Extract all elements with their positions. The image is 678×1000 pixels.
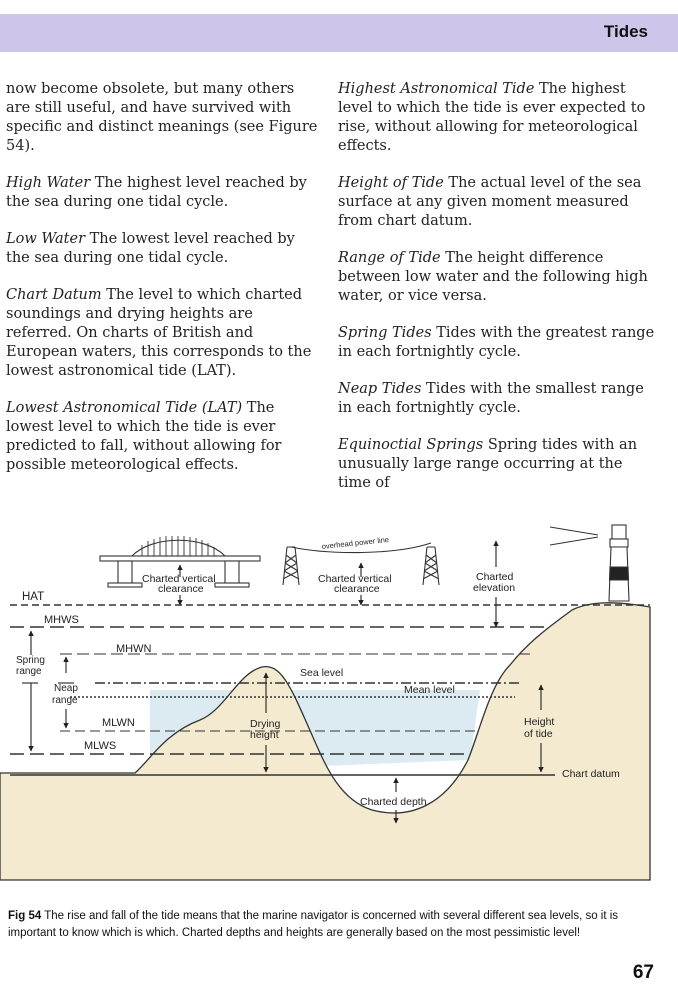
definition: The actual level of the sea surface at any given moment measured from chart datum. [338, 175, 642, 229]
term: Lowest Astronomical Tide (LAT) [6, 400, 243, 416]
definition: Tides with the smallest range in each fortnightly cycle. [338, 381, 644, 416]
intro-paragraph: now become obsolete, but many others are still useful, and have survived with specific and distinct meanings (see Figure 54). [6, 81, 318, 154]
definition: Tides with the greatest range in each fortnightly cycle. [338, 325, 655, 360]
definition-neap-tides [338, 380, 658, 418]
left-column [6, 80, 318, 493]
definition: The height difference between low water and the following high water, or vice versa. [338, 250, 648, 304]
charted-elevation-label: Charted [476, 571, 514, 583]
definition-range-of-tide [338, 249, 658, 306]
term: Height of Tide [338, 175, 444, 191]
definition-chart-datum [6, 286, 318, 381]
bridge-clearance-label-2: clearance [158, 583, 204, 595]
header-band [0, 14, 678, 52]
term: Neap Tides [338, 381, 422, 397]
term: Low Water [6, 231, 86, 247]
charted-elevation-label-2: elevation [473, 582, 516, 594]
definition: The highest level to which the tide is ever expected to rise, without allowing for meteorological effects. [338, 81, 646, 154]
term: Chart Datum [6, 287, 102, 303]
definition-low-water [6, 230, 318, 268]
chapter-title: Tides [603, 22, 648, 41]
charted-depth-label: Charted depth [360, 796, 427, 808]
mean-level-label: Mean level [404, 684, 455, 696]
neap-range-label-2: range [52, 695, 78, 706]
bridge-clearance-label: Charted vertical [142, 573, 216, 585]
term: Equinoctial Springs [338, 437, 484, 453]
definition: The highest level reached by the sea during one tidal cycle. [6, 175, 307, 210]
definition: The lowest level to which the tide is ever predicted to fall, without allowing for possible meteorological effects. [6, 400, 282, 473]
right-column [338, 80, 658, 511]
pylon-clearance-label: Charted vertical [318, 573, 392, 585]
sea-level-label: Sea level [300, 667, 344, 679]
pylon-clearance-label-2: clearance [334, 583, 380, 595]
neap-range-label: Neap [54, 683, 78, 694]
hat-label: HAT [22, 591, 45, 603]
overhead-power-line-label: overhead power line [321, 534, 390, 551]
term: High Water [6, 175, 91, 191]
page-number: 67 [632, 962, 654, 983]
definition-lat [6, 399, 318, 475]
drying-height-label: Drying [250, 718, 281, 730]
mhwn-label: MHWN [116, 643, 152, 655]
definition-equinoctial-springs [338, 436, 658, 493]
mlwn-label: MLWN [102, 717, 135, 729]
drying-height-label-2: height [250, 729, 279, 741]
tide-levels-svg [0, 505, 678, 890]
mhws-label: MHWS [44, 614, 79, 626]
figure-number: Fig 54 [8, 910, 42, 922]
definition: The level to which charted soundings and drying heights are referred. On charts of British and European waters, this corresponds to the lowest astronomical tide (LAT). [6, 287, 312, 379]
figure-caption [8, 908, 663, 942]
definition: Spring tides with an unusually large range occurring at the time of [338, 437, 638, 491]
spring-range-label: Spring [16, 655, 45, 666]
term: Spring Tides [338, 325, 432, 341]
definition-height-of-tide [338, 174, 658, 231]
definition: The lowest level reached by the sea during one tidal cycle. [6, 231, 295, 266]
definition-hat [338, 80, 658, 156]
chart-datum-label: Chart datum [562, 768, 620, 780]
definition-high-water [6, 174, 318, 212]
height-of-tide-label-2: of tide [524, 728, 553, 740]
spring-range-label-2: range [16, 666, 42, 677]
tide-levels-diagram [0, 505, 678, 890]
mlws-label: MLWS [84, 740, 117, 752]
term: Highest Astronomical Tide [338, 81, 535, 97]
caption-text: The rise and fall of the tide means that the marine navigator is concerned with several different sea levels, so it is important to know which is which. Charted depths and heights are generally based on the most pessimistic level! [8, 910, 619, 939]
definition-spring-tides [338, 324, 658, 362]
height-of-tide-label: Height [524, 716, 555, 728]
term: Range of Tide [338, 250, 441, 266]
